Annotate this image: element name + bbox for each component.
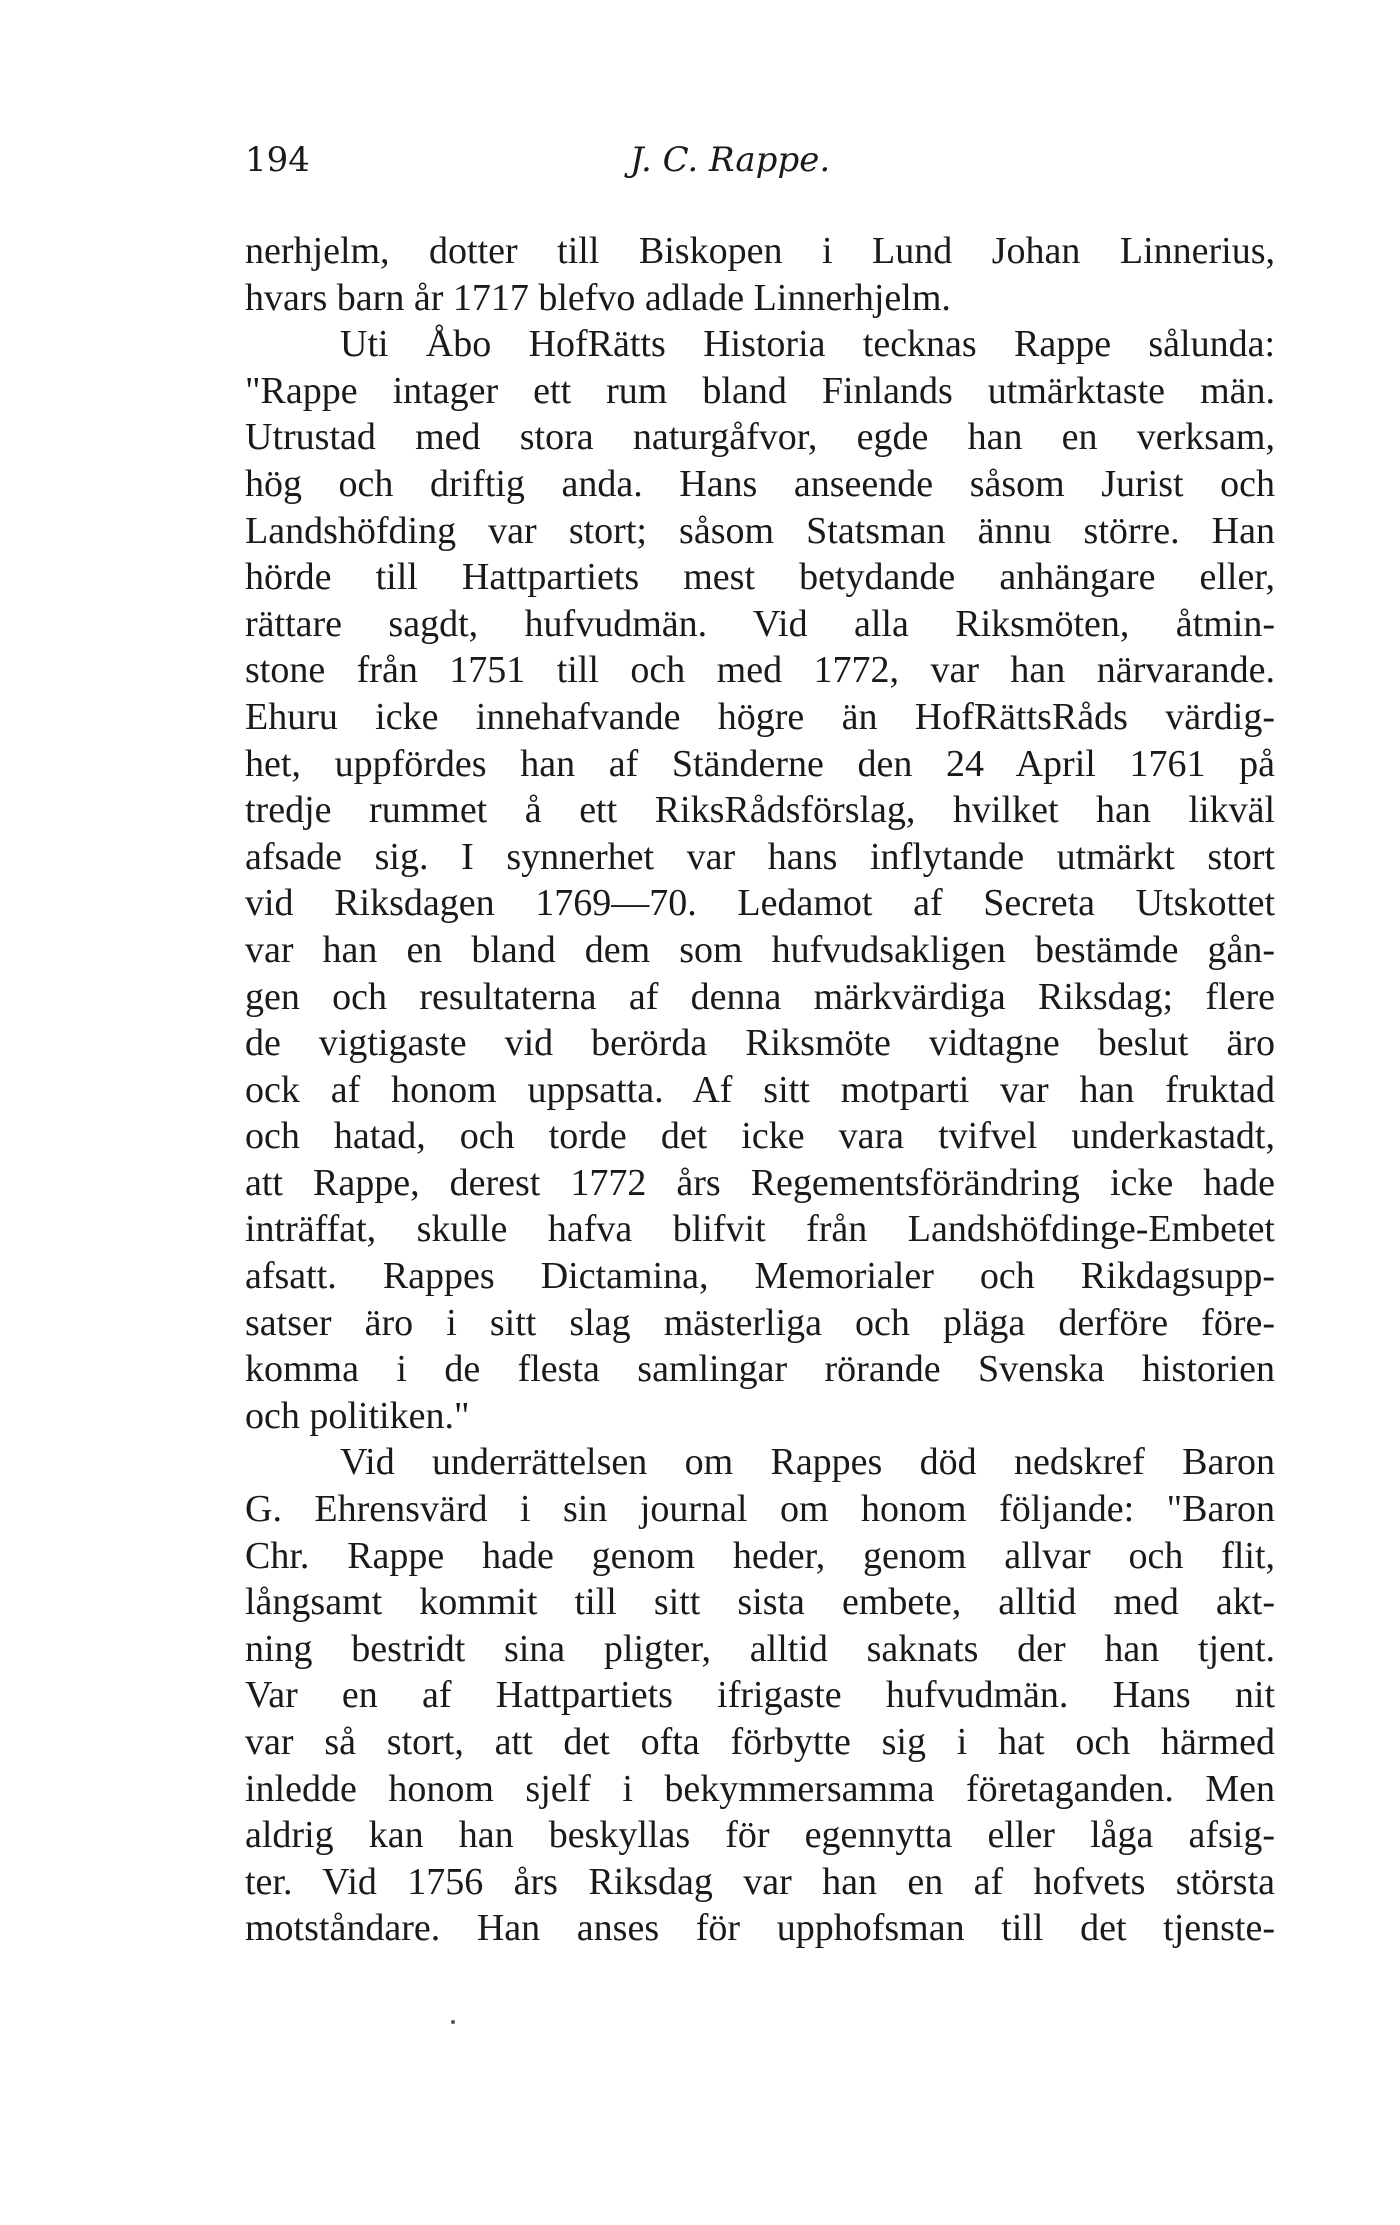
text-line: G. Ehrensvärd i sin journal om honom följande: "Baron	[245, 1488, 1275, 1531]
text-line: inträffat, skulle hafva blifvit från Landshöfdinge-Embetet	[245, 1208, 1275, 1251]
text-line: satser äro i sitt slag mästerliga och pläga derföre före-	[245, 1301, 1275, 1344]
text-line: vid Riksdagen 1769—70. Ledamot af Secreta Utskottet	[245, 882, 1275, 925]
text-line: de vigtigaste vid berörda Riksmöte vidtagne beslut äro	[245, 1022, 1275, 1065]
paragraph-first-line: Uti Åbo HofRätts Historia tecknas Rappe sålunda:	[340, 323, 1275, 366]
text-line: och hatad, och torde det icke vara tvifvel underkastadt,	[245, 1115, 1275, 1158]
text-line: afsatt. Rappes Dictamina, Memorialer och Rikdagsupp-	[245, 1255, 1275, 1298]
text-line: gen och resultaterna af denna märkvärdiga Riksdag; flere	[245, 975, 1275, 1018]
body-text	[245, 228, 1275, 1952]
text-line: var så stort, att det ofta förbytte sig i hat och härmed	[245, 1721, 1275, 1763]
text-line: motståndare. Han anses för upphofsman till det tjenste-	[245, 1907, 1275, 1950]
text-line: stone från 1751 till och med 1772, var han närvarande.	[245, 649, 1275, 692]
text-line: Utrustad med stora naturgåfvor, egde han en verksam,	[245, 416, 1275, 459]
text-line: "Rappe intager ett rum bland Finlands utmärktaste män.	[245, 369, 1275, 412]
text-line: att Rappe, derest 1772 års Regementsförändring icke hade	[245, 1161, 1275, 1204]
text-line: hög och driftig anda. Hans anseende såsom Jurist och	[245, 462, 1275, 505]
text-line: Ehuru icke innehafvande högre än HofRättsRåds värdig-	[245, 695, 1275, 738]
text-line: Var en af Hattpartiets ifrigaste hufvudmän. Hans nit	[245, 1674, 1275, 1717]
text-line: var han en bland dem som hufvudsakligen bestämde gån-	[245, 928, 1275, 971]
text-line: Landshöfding var stort; såsom Statsman ännu större. Han	[245, 509, 1275, 552]
text-line: rättare sagdt, hufvudmän. Vid alla Riksmöten, åtmin-	[245, 602, 1275, 645]
text-line: nerhjelm, dotter till Biskopen i Lund Johan Linnerius,	[245, 230, 1275, 272]
text-line: hörde till Hattpartiets mest betydande anhängare eller,	[245, 556, 1275, 599]
text-line: långsamt kommit till sitt sista embete, alltid med akt-	[245, 1581, 1275, 1624]
running-head	[245, 140, 1275, 190]
text-line: ock af honom uppsatta. Af sitt motparti var han fruktad	[245, 1068, 1275, 1111]
print-speck	[451, 2020, 455, 2024]
text-line: tredje rummet å ett RiksRådsförslag, hvilket han likväl	[245, 789, 1275, 832]
text-line: ter. Vid 1756 års Riksdag var han en af hofvets största	[245, 1860, 1275, 1903]
text-line: komma i de flesta samlingar rörande Svenska historien	[245, 1348, 1275, 1391]
text-line: och politiken."	[245, 1394, 470, 1437]
page-number: 194	[245, 140, 310, 180]
text-line: hvars barn år 1717 blefvo adlade Linnerhjelm.	[245, 276, 951, 319]
text-line: aldrig kan han beskyllas för egennytta eller låga afsig-	[245, 1814, 1275, 1857]
text-line: ning bestridt sina pligter, alltid saknats der han tjent.	[245, 1627, 1275, 1670]
text-line: inledde honom sjelf i bekymmersamma företaganden. Men	[245, 1767, 1275, 1810]
paragraph-first-line: Vid underrättelsen om Rappes död nedskref Baron	[340, 1441, 1275, 1484]
text-line: afsade sig. I synnerhet var hans inflytande utmärkt stort	[245, 835, 1275, 878]
text-line: het, uppfördes han af Ständerne den 24 April 1761 på	[245, 742, 1275, 785]
running-title: J. C. Rappe.	[630, 140, 831, 180]
text-line: Chr. Rappe hade genom heder, genom allvar och flit,	[245, 1534, 1275, 1577]
